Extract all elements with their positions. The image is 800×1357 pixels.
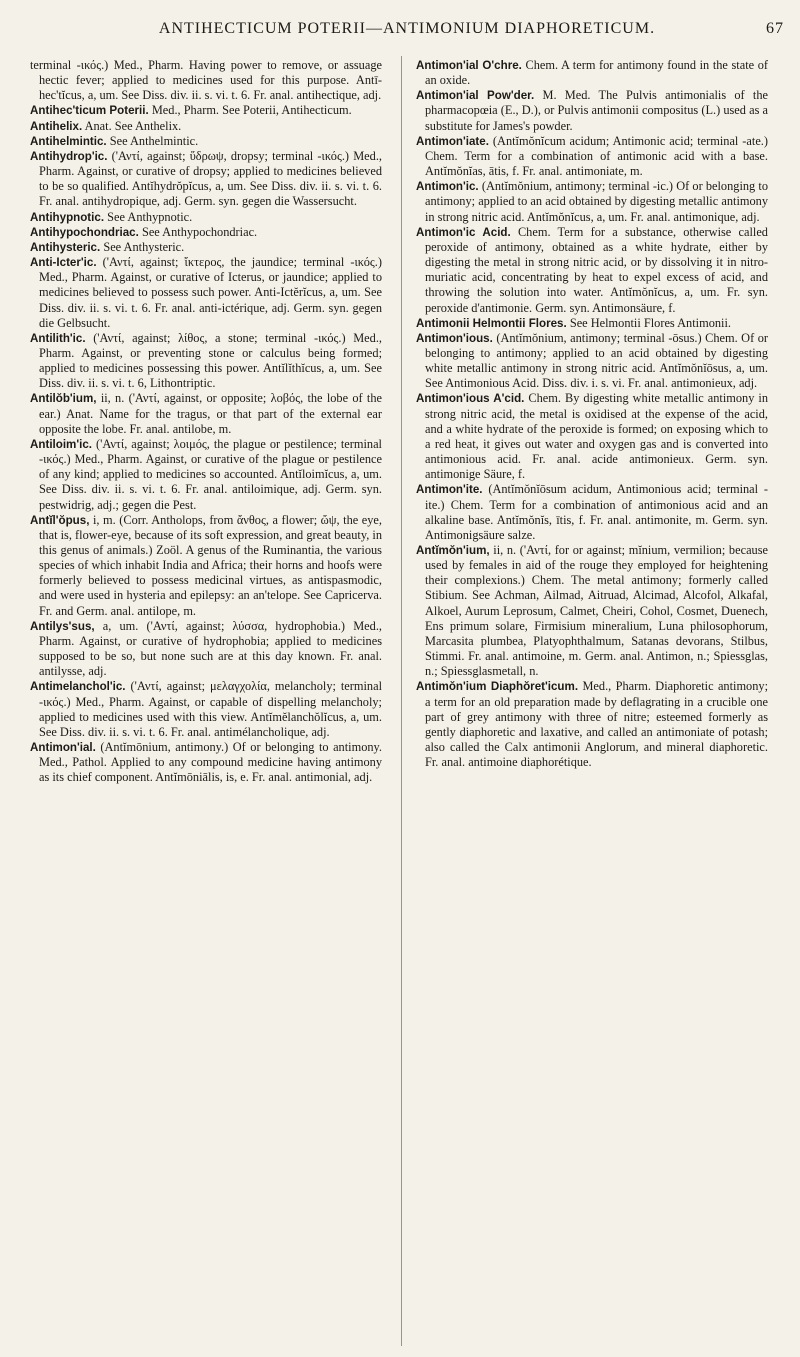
entry-headword: Antilys'sus, (30, 619, 95, 633)
dictionary-entry (416, 543, 768, 679)
dictionary-entry (30, 134, 382, 149)
entry-definition: ii, n. ('Αντί, against, or opposite; λοβός, the lobe of the ear.) Anat. Name for the tragus, or that part of the external ear opposite the lobe. Fr. anal. antilobe, m. (39, 391, 382, 436)
entry-definition: (Antĭmŏnĭōsum acidum, Antimonious acid; terminal -ite.) Chem. Term for a combination of antimonious acid and an alkaline base. Antĭmŏnĭs, ītis, f. Fr. anal. antimonite, m. Germ. syn. Antimonigsäure salze. (425, 482, 768, 542)
entry-headword: Antimelanchol'ic. (30, 680, 126, 694)
dictionary-entry (416, 331, 768, 392)
entry-definition: Chem. A term for antimony found in the state of an oxide. (425, 58, 768, 88)
entry-definition: ('Αντί, against; ὕδρωψ, dropsy; terminal -ικός.) Med., Pharm. Against, or curative of dropsy; applied to medicines believed to be so qualified. Antĭhydrŏpĭcus, a, um. See Diss. div. ii. s. vi. t. 6. Fr. anal. antihydropique, adj. Germ. syn. gegen die Wassersucht. (39, 148, 383, 209)
dictionary-entry (416, 391, 768, 482)
entry-definition: See Anthelmintic. (109, 133, 199, 148)
entry-definition: a, um. ('Αντί, against; λύσσα, hydrophobia.) Med., Pharm. Against, or curative of hydrophobia; applied to medicines supposed to be so, but none such are at this day known. Fr. anal. antilysse, adj. (39, 618, 382, 679)
entry-headword: Antimon'ic Acid. (416, 225, 511, 239)
entry-definition: (Antĭmŏnium, antimony; terminal -ōsus.) Chem. Of or belonging to antimony; applied to an acid obtained by digesting white metallic antimony in strong nitric acid. Antĭmŏnĭōsus, a, um. See Antimonious Acid. Diss. div. i. s. vi. Fr. anal. antimonieux, adj. (425, 330, 768, 391)
entry-definition: Anat. See Anthelix. (84, 118, 182, 133)
entry-definition: Chem. By digesting white metallic antimony in strong nitric acid, the metal is oxidised at the expense of the acid, and a white hydrate of the peroxide is formed; on exposing which to a red heat, it gives out water and oxygen gas and is converted into antimonious acid. Fr. anal. acide antimonieux. Germ. syn. antimonige Säure, f. (425, 391, 768, 482)
entry-definition: ('Αντί, against; μελαγχολία, melancholy; terminal -ικός.) Med., Pharm. Against, or capable of dispelling melancholy; applied to medicines used with this view. Antĭmĕlanchŏlĭcus, a, um. See Diss. div. ii. s. vi. t. 6. Fr. anal. antimélancholique, adj. (39, 679, 383, 739)
dictionary-entry (416, 58, 768, 88)
entry-definition: (Antĭmōnium, antimony.) Of or belonging to antimony. Med., Pathol. Applied to any compound medicine having antimony as its chief component. Antĭmōniālis, is, e. Fr. anal. antimonial, adj. (39, 740, 382, 785)
dictionary-entry (30, 149, 382, 210)
entry-headword: Antimon'ite. (416, 483, 483, 497)
entry-headword: Antimon'ious. (416, 331, 493, 345)
left-column (30, 58, 382, 786)
dictionary-entry (416, 316, 768, 331)
entry-definition: Chem. Term for a substance, otherwise called peroxide of antimony, obtained as a white hydrate, either by digesting the metal in strong nitric acid, or by dissolving it in nitro-muriatic acid, concentrating by heat to expel excess of acid, and throwing the solution into water. Antĭmŏnĭcus, a, um. Fr. syn. peroxide d'antimonie. Germ. syn. Antimonsäure, f. (425, 224, 768, 315)
entry-definition: ii, n. ('Αντί, for or against; mĭnium, vermilion; because used by females in aid of the rouge they employed for heightening their complexions.) Chem. The metal antimony; formerly called Stibium. See Achman, Ailmad, Aitruad, Alcimad, Alcofol, Alkafal, Alkoel, Aurum Leprosum, Calmet, Cheiri, Cohol, Cosmet, Duenech, Ens primum solare, Firmisium mineralium, Luna philosophorum, Marcasita plumbea, Platyophthalmum, Satanas devorans, Stilbus, Stimmi. Fr. anal. antimoine, m. Germ. anal. Antimon, n.; Spiessglas, n.; Spiessglasmetall, n. (425, 543, 768, 679)
entry-headword: Antiloim'ic. (30, 437, 93, 451)
entry-headword: Antihypnotic. (30, 210, 105, 224)
dictionary-entry (30, 225, 382, 240)
dictionary-entry (416, 88, 768, 133)
dictionary-entry (30, 58, 382, 103)
dictionary-entry (30, 391, 382, 436)
page-number: 67 (766, 20, 784, 37)
dictionary-entry (30, 679, 382, 740)
entry-headword: Antihelix. (30, 119, 83, 133)
entry-headword: Antimonii Helmontii Flores. (416, 316, 567, 330)
dictionary-entry (416, 482, 768, 543)
entry-headword: Anti-Icter'ic. (30, 256, 97, 270)
dictionary-entry (30, 331, 382, 392)
entry-definition: (Antĭmŏnĭcum acidum; Antimonic acid; terminal -ate.) Chem. Term for a combination of antimonic acid with a base. Antĭmŏnĭas, ātis, f. Fr. anal. antimoniate, m. (425, 133, 768, 179)
dictionary-entry (416, 134, 768, 179)
entry-headword: Antimon'ial O'chre. (416, 59, 522, 72)
entry-headword: Antimon'iate. (416, 134, 489, 148)
running-header (30, 14, 784, 44)
entry-headword: Antilŏb'ium, (30, 392, 97, 406)
entry-definition: See Anthypochondriac. (141, 224, 258, 239)
entry-headword: Antihec'ticum Poterii. (30, 104, 149, 118)
entry-definition: ('Αντί, against; ἴκτερος, the jaundice; terminal -ικός.) Med., Pharm. Against, or curative of Icterus, or jaundice; applied to medicines believed to possess such power. Anti-Ictĕrĭcus, a, um. See Diss. div. ii. s. vi. t. 6. Fr. anal. anti-ictérique, adj. Germ. syn. gegen die Gelbsucht. (39, 255, 382, 330)
dictionary-entry (416, 679, 768, 770)
entry-definition: See Anthypnotic. (107, 209, 193, 224)
entry-definition: i, m. (Corr. Antholops, from ἄνθος, a flower; ὤψ, the eye, that is, flower-eye, because of its soft expression, and great beauty, in this genus of animals.) Zoöl. A genus of the Ruminantia, the various species of which inhabit India and Africa; their horns and hoofs were formerly believed to possess medicinal virtues, as antispasmodic, and were used in hysteria and epilepsy: an an'telope. See Capricerva. Fr. and Germ. anal. antilope, m. (39, 512, 382, 618)
dictionary-entry (416, 179, 768, 224)
entry-definition: Med., Pharm. Diaphoretic antimony; a term for an old preparation made by deflagrating in a crucible one part of grey antimony with three of nitre; esteemed formerly as gently diaphoretic and laxative, and called an antimoniate of potash; also called the Calx antimonii Anglorum, and mineral diaphoretic. Fr. anal. antimoine diaphorétique. (425, 679, 768, 770)
entry-headword: Antimon'ious A'cid. (416, 392, 525, 406)
entry-definition: See Helmontii Flores Antimonii. (569, 315, 731, 330)
entry-headword: Antĭl'ŏpus, (30, 513, 90, 527)
entry-definition: M. Med. The Pulvis antimonialis of the pharmacopœia (E., D.), or Pulvis antimonii compositus (L.) used as a substitute for James's powder. (425, 88, 768, 133)
entry-headword: Antihysteric. (30, 240, 101, 254)
entry-definition: (Antĭmŏnium, antimony; terminal -ic.) Of or belonging to antimony; applied to an acid obtained by digesting metallic antimony in strong nitric acid. Antĭmŏnĭcus, a, um. Fr. anal. antimonique, adj. (425, 179, 768, 224)
dictionary-entry (30, 119, 382, 134)
entry-headword: Antimon'ic. (416, 180, 479, 194)
entry-headword: Antihelmintic. (30, 134, 107, 148)
entry-definition: See Anthysteric. (103, 239, 185, 254)
entry-definition: ('Αντί, against; λοιμός, the plague or pestilence; terminal -ικός.) Med., Pharm. Against, or curative of the plague or pestilence of any kind; applied to medicines so accounted. Antĭloimĭcus, a, um. See Diss. div. ii. s. vi. t. 6. Fr. anal. antiloimique, adj. Germ. syn. pestwidrig, adj.; gegen die Pest. (39, 436, 382, 512)
entry-headword: Antimon'ial Pow'der. (416, 89, 535, 103)
entry-definition: ('Αντί, against; λίθος, a stone; terminal -ικός.) Med., Pharm. Against, or preventing stone or calculus being formed; applied to medicines possessing this power. Antĭlĭthĭcus, a, um. See Diss. div. ii. s. vi. t. 6, Lithontriptic. (39, 330, 382, 391)
dictionary-entry (30, 513, 382, 619)
dictionary-entry (30, 240, 382, 255)
dictionary-entry (30, 210, 382, 225)
dictionary-entry (30, 103, 382, 118)
entry-definition: terminal -ικός.) Med., Pharm. Having power to remove, or assuage hectic fever; applied to medicines used for this purpose. Antī-hec'tĭcus, a, um. See Diss. div. ii. s. vi. t. 6. Fr. anal. antihectique, adj. (30, 58, 382, 103)
column-divider (401, 56, 402, 1346)
entry-headword: Antimŏn'ium Diaphŏret'icum. (416, 680, 579, 694)
entry-headword: Antihydrop'ic. (30, 149, 108, 163)
entry-headword: Antimon'ial. (30, 741, 96, 755)
dictionary-entry (30, 619, 382, 680)
dictionary-entry (416, 225, 768, 316)
entry-headword: Antihypochondriac. (30, 225, 139, 239)
right-column (416, 58, 768, 770)
dictionary-entry (30, 255, 382, 331)
entry-headword: Antilith'ic. (30, 331, 86, 345)
dictionary-entry (30, 437, 382, 513)
running-title: ANTIHECTICUM POTERII—ANTIMONIUM DIAPHORETICUM. (158, 20, 656, 37)
entry-headword: Antĭmŏn'ium, (416, 544, 490, 557)
entry-definition: Med., Pharm. See Poterii, Antihecticum. (151, 103, 352, 118)
dictionary-entry (30, 740, 382, 785)
